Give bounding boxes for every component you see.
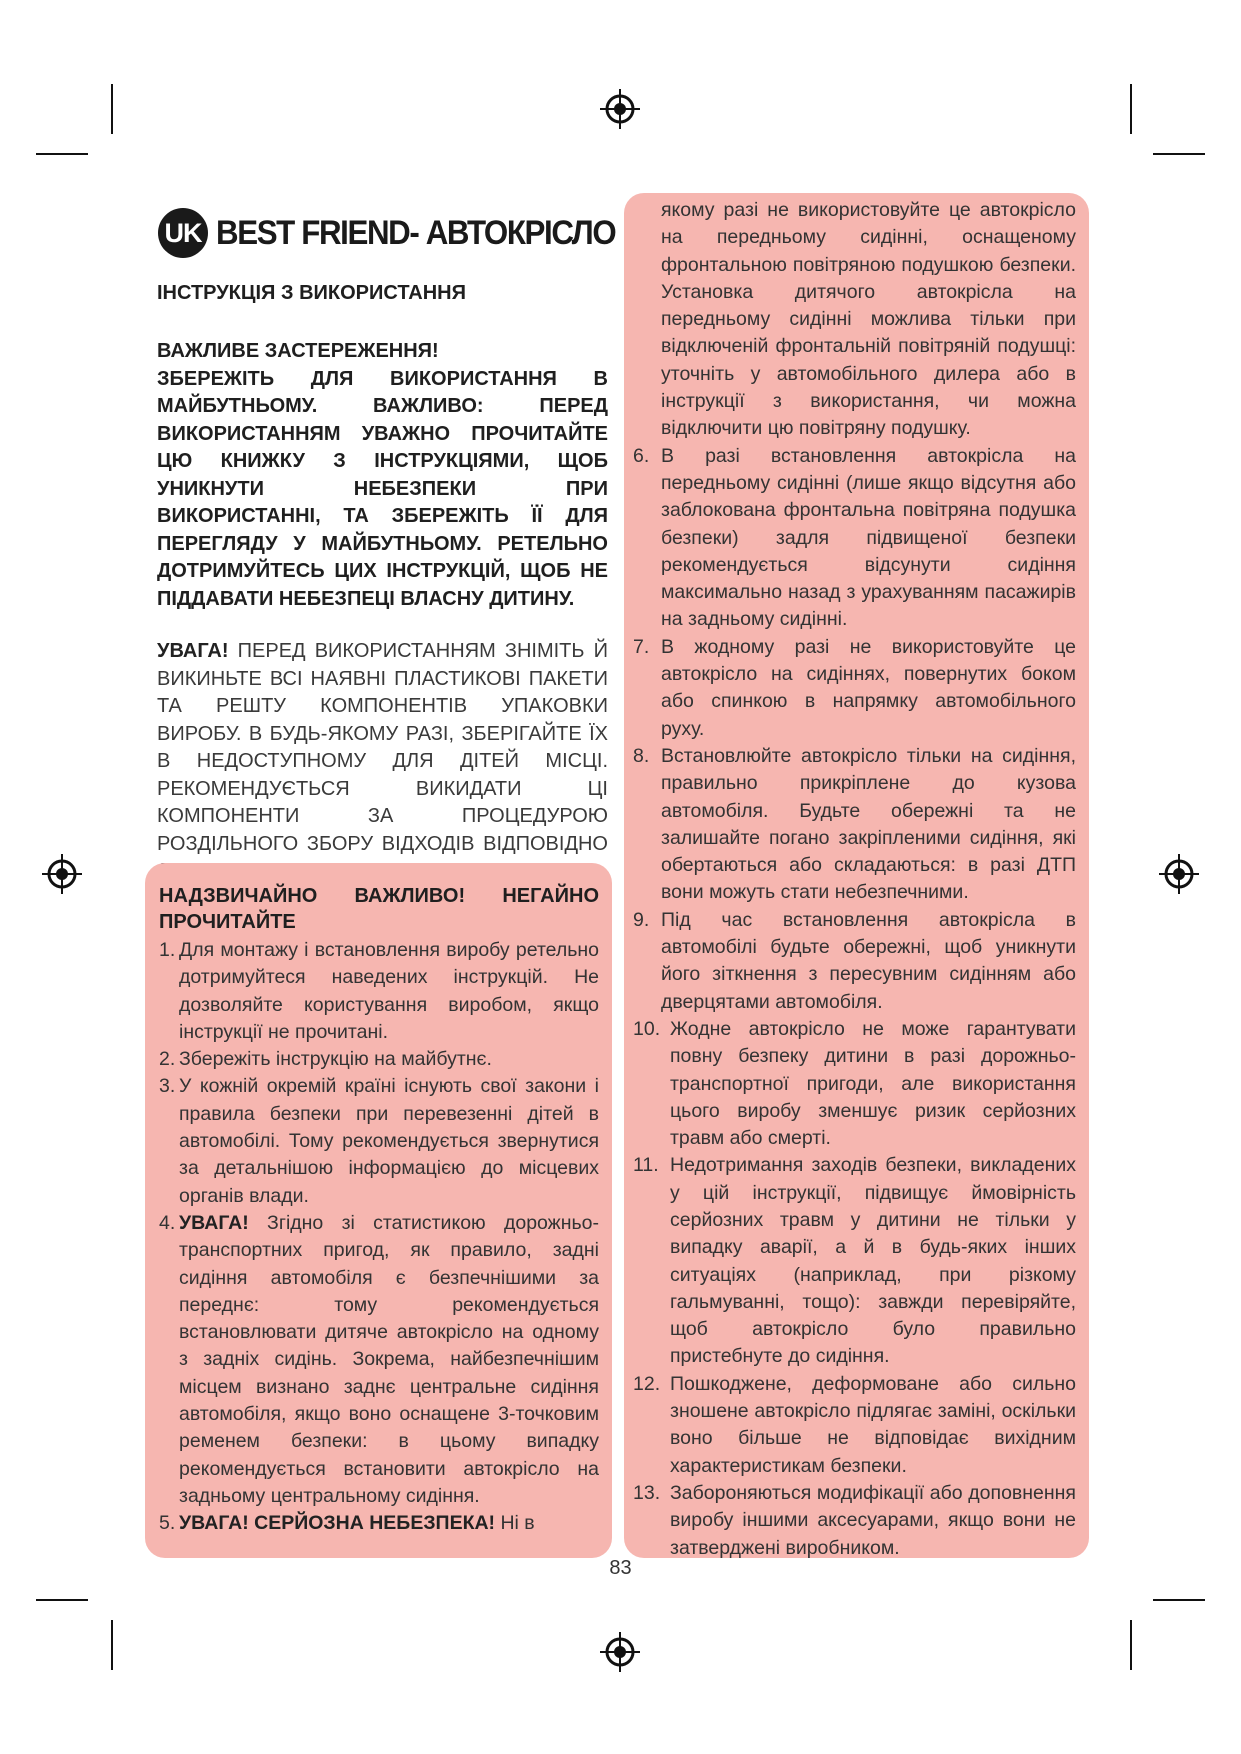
attention-text: ПЕРЕД ВИКОРИСТАННЯМ ЗНІМІТЬ Й ВИКИНЬТЕ ВСІ НАЯВНІ ПЛАСТИКОВІ ПАКЕТИ ТА РЕШТУ КОМПОНЕНТІВ УПАКОВКИ ВИРОБУ. В БУДЬ-ЯКОМУ РАЗІ, ЗБЕРІГАЙТЕ ЇХ В НЕДОСТУПНОМУ ДЛЯ ДІТЕЙ МІСЦІ. РЕКОМЕНДУЄТЬСЯ ВИКИДАТИ ЦІ КОМПОНЕНТИ ЗА ПРОЦЕДУРОЮ РОЗДІЛЬНОГО ЗБОРУ ВІДХОДІВ ВІДПОВІДНО: [157, 640, 609, 855]
item-text-wrap: [179, 1510, 599, 1537]
crop-mark: [1153, 153, 1205, 155]
important-notice-heading: НАДЗВИЧАЙНО ВАЖЛИВО! НЕГАЙНО ПРОЧИТАЙТЕ: [159, 885, 599, 933]
item-text: Згідно зі статистикою дорожньо-транспортних пригод, як правило, задні сидіння автомобіля є безпечнішими за переднє: тому рекомендується встановлювати дитяче автокрісло на одному з задніх сидінь. Зокрема, найбезпечнішим місцем визнано заднє центральне сидіння автомобіля, якщо воно оснащене 3-точковим ременем безпеки: в цьому випадку рекомендується встановити автокрісло на задньому центральному сидіння.: [179, 1211, 599, 1507]
item-text: В жодному разі не використовуйте це автокрісло на сидіннях, повернутих боком або спинкою в напрямку автомобільного руху.: [661, 635, 1076, 740]
crop-mark: [111, 1620, 113, 1670]
list-item: [633, 1152, 1076, 1370]
list-item: [633, 1371, 1076, 1480]
instructions-continued-box: [624, 193, 1089, 1558]
language-badge: UK: [158, 208, 208, 258]
instructions-subtitle: ІНСТРУКЦІЯ З ВИКОРИСТАННЯ: [157, 282, 466, 304]
crop-mark: [1130, 1620, 1132, 1670]
crop-mark: [36, 153, 88, 155]
item-number: 3.: [159, 1075, 176, 1098]
item-continuation: якому разі не використовуйте це автокрісло на передньому сидінні, оснащеному фронтальною повітряною подушкою безпеки. Установка дитячого автокрісла на передньому сидінні можлива тільки при відключеній фронтальній повітряній подушці: уточніть у автомобільного дилера або в інструкції з використання, чи можна відключити цю повітряну подушку.: [661, 199, 1076, 440]
item-number: 1.: [159, 939, 176, 961]
warning-heading: ВАЖЛИВЕ ЗАСТЕРЕЖЕННЯ!: [157, 340, 439, 362]
item-number: 13.: [633, 1481, 661, 1504]
list-item: [159, 937, 599, 1046]
list-item: [633, 907, 1076, 1016]
crop-mark: [1130, 84, 1132, 134]
item-number: 2.: [159, 1048, 176, 1071]
item-text: Встановлюйте автокрісло тільки на сидіння, правильно прикріплене до кузова автомобіля. Будьте обережні та не залишайте погано закріпленими сидіння, які обертаються або складаються: в разі ДТП вони можуть стати небезпечними.: [661, 744, 1076, 904]
crop-mark: [36, 1599, 88, 1601]
list-item: [159, 1046, 599, 1073]
item-text: В разі встановлення автокрісла на передньому сидінні (лише якщо відсутня або заблокована фронтальна повітряна подушка безпеки) задля підвищеної безпеки рекомендується відсунути сидіння максимально назад з урахуванням пасажирів на задньому сидінні.: [661, 444, 1076, 631]
item-number: 8.: [633, 744, 650, 767]
list-item: [633, 1480, 1076, 1562]
item-text: Пошкоджене, деформоване або сильно зношене автокрісло підлягає заміні, оскільки воно більше не відповідає вихідним характеристикам безпеки.: [670, 1372, 1076, 1477]
instruction-list: [159, 937, 599, 1538]
crop-mark: [1153, 1599, 1205, 1601]
item-number: 6.: [633, 444, 650, 467]
item-text: Недотримання заходів безпеки, викладених у цій інструкції, підвищує ймовірність серйозних травм у дитини не тільки у випадку аварії, а й в будь-яких інших ситуаціях (наприклад, при різкому гальмуванні, тощо): завжди перевіряйте, щоб автокрісло було правильно пристебнуте до сидіння.: [670, 1154, 1076, 1368]
crop-mark: [111, 84, 113, 134]
item-text: Під час встановлення автокрісла в автомобілі будьте обережні, щоб уникнути його зіткнення з пересувним сидінням або дверцятами автомобіля.: [661, 908, 1076, 1013]
item-label: УВАГА! СЕРЙОЗНА НЕБЕЗПЕКА!: [179, 1512, 496, 1535]
list-item: [159, 1073, 599, 1209]
item-number: 10.: [633, 1017, 661, 1040]
item-number: 4.: [159, 1211, 176, 1234]
important-warning: [157, 338, 608, 613]
registration-mark-icon: [1157, 852, 1201, 896]
list-item: [633, 443, 1076, 634]
warning-text: ЗБЕРЕЖІТЬ ДЛЯ ВИКОРИСТАННЯ В МАЙБУТНЬОМУ. ВАЖЛИВО: ПЕРЕД ВИКОРИСТАННЯМ УВАЖНО ПРОЧИТАЙТЕ ЦЮ КНИЖКУ З ІНСТРУКЦІЯМИ, ЩОБ УНИКНУТИ НЕБЕЗПЕКИ ПРИ ВИКОРИСТАННІ, ТА ЗБЕРЕЖІТЬ ЇЇ ДЛЯ ПЕРЕГЛЯДУ У МАЙБУТНЬОМУ. РЕТЕЛЬНО ДОТРИМУЙТЕСЬ ЦИХ ІНСТРУКЦІЙ, ЩОБ НЕ ПІДДАВАТИ НЕБЕЗПЕЦІ ВЛАСНУ ДИТИНУ.: [157, 367, 608, 610]
item-number: 9.: [633, 908, 650, 931]
item-text: Забороняються модифікації або доповнення виробу іншими аксесуарами, якщо вони не затверджені виробником.: [670, 1481, 1076, 1559]
list-item: [159, 1210, 599, 1510]
item-text: Жодне автокрісло не може гарантувати повну безпеку дитини в разі дорожньо-транспортної пригоди, але використання цього виробу зменшує ризик серйозних травм або смерті.: [670, 1017, 1076, 1150]
list-item: [633, 634, 1076, 743]
list-item: [633, 1016, 1076, 1152]
item-text: У кожній окремій країні існують свої закони і правила безпеки при перевезенні дітей в автомобілі. Тому рекомендується звернутися за детальнішою інформацією до місцевих органів влади.: [179, 1075, 599, 1207]
item-number: 7.: [633, 635, 650, 658]
page-header: [158, 207, 650, 259]
item-label: УВАГА!: [179, 1211, 249, 1234]
item-number: 11.: [633, 1154, 659, 1177]
registration-mark-icon: [40, 852, 84, 896]
instruction-list: [633, 197, 1076, 1562]
item-number: 12.: [633, 1372, 661, 1395]
registration-mark-icon: [598, 87, 642, 131]
list-item: [159, 1510, 599, 1537]
item-text: Збережіть інструкцію на майбутнє.: [179, 1048, 492, 1071]
attention-paragraph: [157, 638, 608, 886]
item-text: Для монтажу і встановлення виробу ретельно дотримуйтеся наведених інструкцій. Не дозволяйте користування виробом, якщо інструкції не прочитані.: [179, 939, 599, 1043]
registration-mark-icon: [598, 1630, 642, 1674]
attention-label: УВАГА!: [157, 640, 229, 662]
page-number: 83: [609, 1557, 632, 1579]
list-item: [633, 743, 1076, 907]
item-number: 5.: [159, 1512, 176, 1535]
page-title: BEST FRIEND- АВТОКРІСЛО: [216, 213, 616, 252]
item-text-wrap: [179, 1210, 599, 1510]
important-notice-box: [145, 863, 612, 1558]
item-text: Ні в: [495, 1512, 535, 1535]
